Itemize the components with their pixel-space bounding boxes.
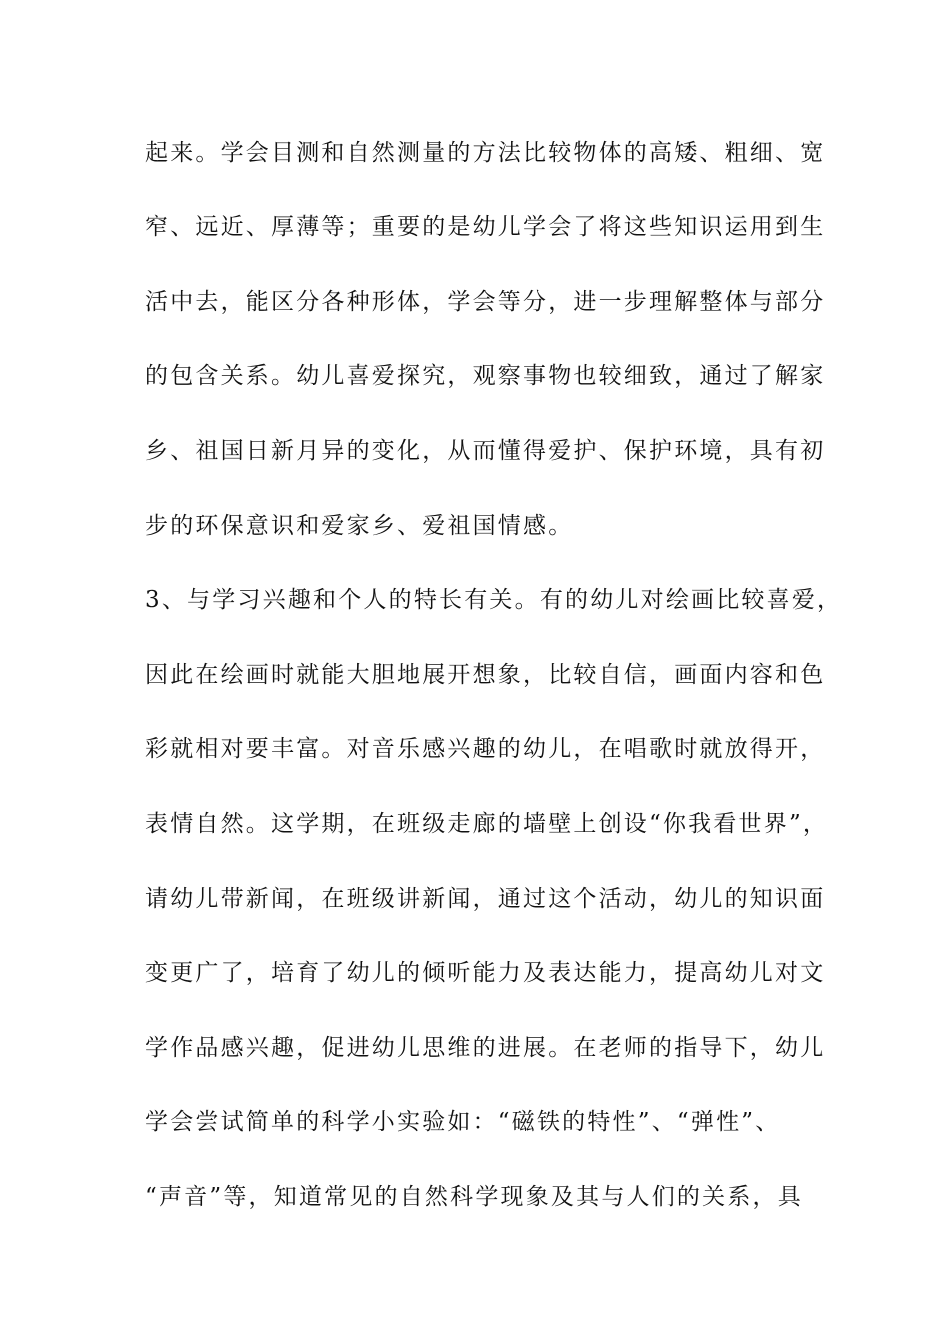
text-line: “声音”等，知道常见的自然科学现象及其与人们的关系，具 [145,1184,803,1210]
text-line: 学会尝试简单的科学小实验如：“磁铁的特性”、“弹性”、 [145,1109,781,1135]
text-line: 乡、祖国日新月异的变化，从而懂得爱护、保护环境，具有初 [145,438,826,464]
text-line: 表情自然。这学期，在班级走廊的墙壁上创设“你我看世界”， [145,811,829,837]
text-line: 的包含关系。幼儿喜爱探究，观察事物也较细致，通过了解家 [145,363,826,389]
text-line: 3、与学习兴趣和个人的特长有关。有的幼儿对绘画比较喜爱， [145,587,843,613]
text-line: 起来。学会目测和自然测量的方法比较物体的高矮、粗细、宽 [145,140,826,166]
text-line: 步的环保意识和爱家乡、爱祖国情感。 [145,513,574,539]
text-line: 彩就相对要丰富。对音乐感兴趣的幼儿，在唱歌时就放得开， [145,736,826,762]
text-line: 请幼儿带新闻，在班级讲新闻，通过这个活动，幼儿的知识面 [145,886,826,912]
text-line: 变更广了，培育了幼儿的倾听能力及表达能力，提高幼儿对文 [145,960,826,986]
text-line: 窄、远近、厚薄等；重要的是幼儿学会了将这些知识运用到生 [145,214,826,240]
text-line: 因此在绘画时就能大胆地展开想象，比较自信，画面内容和色 [145,662,826,688]
text-line: 学作品感兴趣，促进幼儿思维的进展。在老师的指导下，幼儿 [145,1035,826,1061]
text-line: 活中去，能区分各种形体，学会等分，进一步理解整体与部分 [145,289,826,315]
